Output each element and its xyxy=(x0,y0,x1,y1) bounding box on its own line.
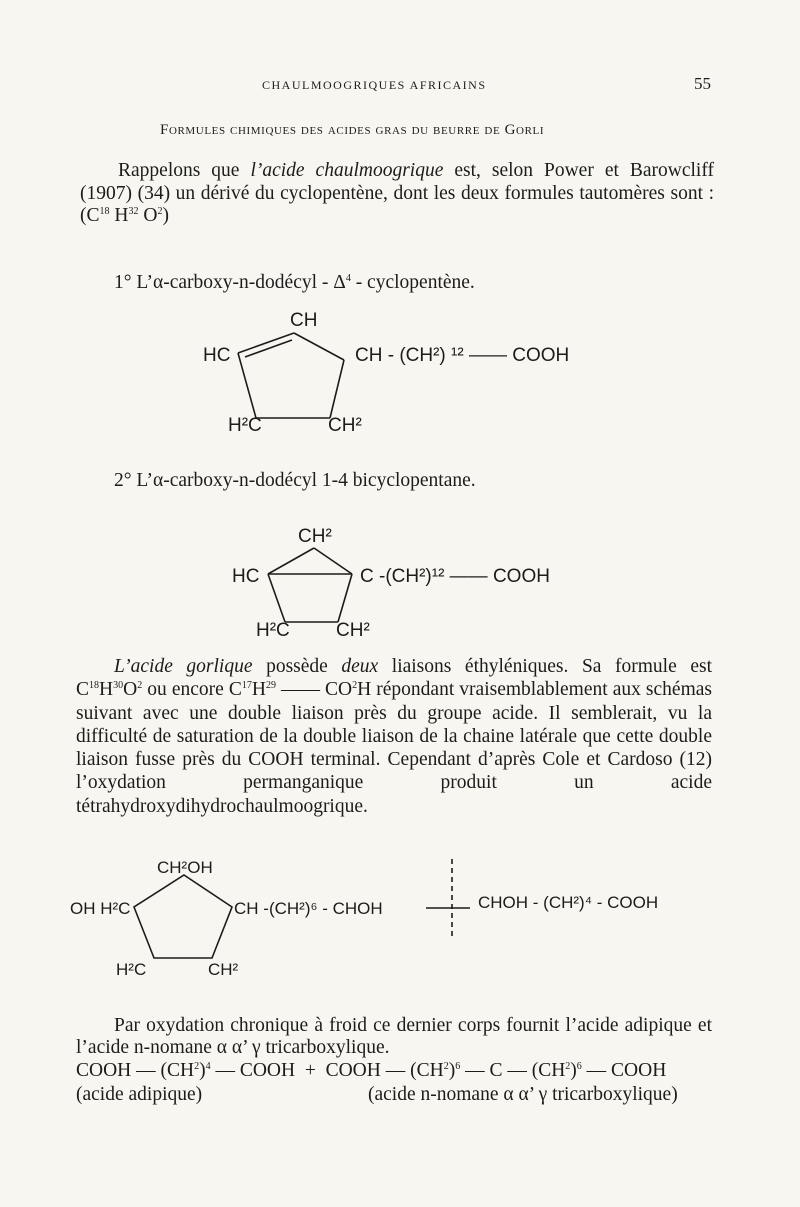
heading-text: - cyclopentène. xyxy=(350,272,475,293)
formula3-structure xyxy=(0,845,800,985)
formula3-left-label: OH H²C xyxy=(70,899,131,918)
eq-text: COOH — (CH xyxy=(76,1060,195,1081)
oxydation-equation xyxy=(76,1060,712,1082)
superscript: 2 xyxy=(565,1061,571,1072)
eq-text: ) xyxy=(570,1060,577,1081)
formula1-top-label: CH xyxy=(290,310,318,331)
formula1-structure xyxy=(0,300,800,440)
superscript: 4 xyxy=(205,1061,211,1072)
formula1-bottom-left: H²C xyxy=(228,415,262,436)
intro-text: O xyxy=(138,205,158,227)
text: H xyxy=(251,679,266,701)
formula2-top-label: CH² xyxy=(298,526,332,547)
formula2-heading: 2° L’α-carboxy-n-dodécyl 1-4 bicyclopentane. xyxy=(114,470,476,491)
heading-text: 1° L’α-carboxy-n-dodécyl - Δ xyxy=(114,272,346,293)
superscript: 17 xyxy=(241,680,252,692)
superscript: 4 xyxy=(345,273,351,284)
superscript: 18 xyxy=(99,206,110,218)
superscript: 30 xyxy=(113,680,124,692)
formula2-bottom-right: CH² xyxy=(336,620,370,641)
text: H répondant vraisemblablement aux schémas suivant avec une double liaison près du groupe acide. Il semblerait, vu la difficulté de saturation de la double liaison de la chaine latérale que cette double liaison fusse près du COOH terminal. Cependant d’après Cole et Cardoso (12) l’oxydation permanganique produit un acide tétrahydroxydihydrochaulmoogrique. xyxy=(76,679,712,817)
text: liaisons éthyléniques. Sa formule est C xyxy=(76,656,712,701)
eq-text: — C — (CH xyxy=(460,1060,566,1081)
formula3-top-label: CH²OH xyxy=(157,858,213,877)
formula3-bottom-left: H²C xyxy=(116,960,147,979)
label-adipique: (acide adipique) xyxy=(76,1084,203,1105)
header-title: CHAULMOOGRIQUES AFRICAINS xyxy=(262,78,487,92)
text: possède xyxy=(252,656,342,677)
intro-text: ) xyxy=(162,205,169,227)
text: —— CO xyxy=(275,679,353,701)
superscript: 6 xyxy=(576,1061,582,1072)
intro-paragraph xyxy=(80,160,714,228)
gorlique-italic: L’acide gorlique xyxy=(114,656,253,677)
formula3-bottom-right: CH² xyxy=(208,960,239,979)
eq-text: ) xyxy=(448,1060,456,1081)
intro-italic: l’acide chaulmoogrique xyxy=(250,160,444,181)
intro-text: H xyxy=(109,205,129,227)
formula1-chain: CH - (CH²) ¹² —— COOH xyxy=(355,345,570,366)
oxydation-text: Par oxydation chronique à froid ce dernier corps fournit l’acide adipique et l’acide n-nomane α α’ γ tricarboxylique. xyxy=(76,1015,712,1058)
superscript: 2 xyxy=(443,1061,449,1072)
superscript: 2 xyxy=(352,680,358,692)
running-header xyxy=(0,74,800,98)
superscript: 32 xyxy=(128,206,139,218)
equation-labels xyxy=(76,1084,712,1106)
text: H xyxy=(99,679,114,701)
superscript: 29 xyxy=(265,680,276,692)
superscript: 2 xyxy=(157,206,163,218)
formula1-bottom-right: CH² xyxy=(328,415,362,436)
eq-text: — COOH xyxy=(581,1060,667,1081)
superscript: 2 xyxy=(194,1061,200,1072)
intro-text: est, selon Power et Barowcliff (1907) (34) un dérivé du cyclopentène, dont les deux formules tautomères sont : (C xyxy=(80,160,714,227)
intro-text: Rappelons que xyxy=(118,160,251,181)
formula3-chain-right: CHOH - (CH²)⁴ - COOH xyxy=(478,893,659,912)
section-subtitle: Formules chimiques des acides gras du beurre de Gorli xyxy=(160,122,545,138)
superscript: 6 xyxy=(455,1061,461,1072)
text: ou encore C xyxy=(142,679,242,701)
page-number: 55 xyxy=(694,74,711,93)
superscript: 2 xyxy=(137,680,143,692)
label-nomane: (acide n-nomane α α’ γ tricarboxylique) xyxy=(368,1084,678,1105)
text: O xyxy=(123,679,138,701)
superscript: 18 xyxy=(89,680,100,692)
formula2-bottom-left: H²C xyxy=(256,620,290,641)
formula3-chain-left: CH -(CH²)⁶ - CHOH xyxy=(234,899,383,918)
gorlique-paragraph xyxy=(76,655,712,818)
formula2-structure xyxy=(0,522,800,647)
formula2-left-label: HC xyxy=(232,566,260,587)
oxydation-paragraph xyxy=(76,1015,712,1059)
eq-text: — COOH + COOH — (CH xyxy=(210,1060,444,1081)
eq-text: ) xyxy=(199,1060,206,1081)
formula1-left-label: HC xyxy=(203,345,231,366)
formula2-chain: C -(CH²)¹² —— COOH xyxy=(360,566,550,587)
gorlique-italic: deux xyxy=(341,656,379,677)
formula1-heading xyxy=(114,272,475,294)
